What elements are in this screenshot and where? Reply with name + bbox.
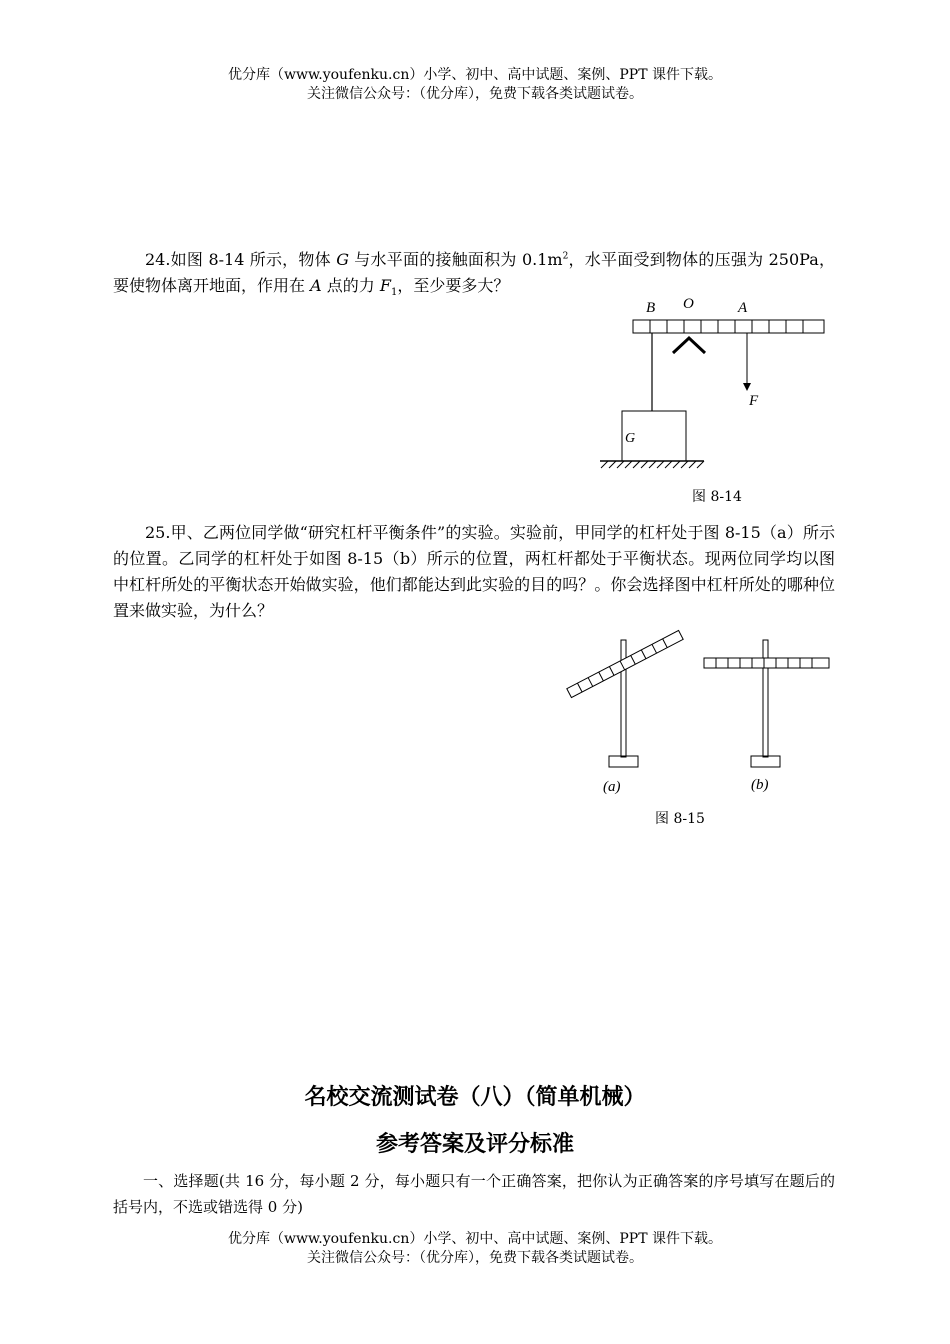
lever-bar [633, 320, 824, 333]
fulcrum [673, 338, 705, 353]
question-25 [113, 520, 835, 624]
label-o: O [683, 296, 694, 312]
figure-8-15 [560, 628, 840, 803]
q24-var-g: G [336, 250, 349, 269]
fig-8-14-caption: 图 8-14 [692, 489, 742, 505]
section-1-instructions [113, 1168, 835, 1220]
q24-text-1: 24.如图 8-14 所示，物体 [145, 250, 337, 269]
footer-line-2: 关注微信公众号：（优分库），免费下载各类试题试卷。 [307, 1250, 643, 1266]
q24-text-2: 与水平面的接触面积为 0.1m [348, 250, 563, 269]
figure-8-14 [590, 290, 840, 480]
ground-hatch [601, 461, 704, 468]
q24-text-5: ，至少要多大？ [397, 276, 510, 295]
header-line-1: 优分库（www.youfenku.cn）小学、初中、高中试题、案例、PPT 课件下载。 [227, 67, 722, 83]
footer-line-1: 优分库（www.youfenku.cn）小学、初中、高中试题、案例、PPT 课件下载。 [227, 1231, 722, 1247]
label-b-fig: (b) [751, 777, 769, 793]
q24-var-a: A [310, 276, 322, 295]
q24-sup: 2 [562, 251, 569, 262]
page-header [0, 66, 950, 104]
q24-text-3: ，水平面受到物体的压强为 250Pa，要使物体离开地面，作用在 [113, 250, 835, 295]
force-arrowhead [743, 383, 751, 391]
q25-text: 25.甲、乙两位同学做“研究杠杆平衡条件”的实验。实验前，甲同学的杠杆处于图 8-15（a）所示的位置。乙同学的杠杆处于如图 8-15（b）所示的位置，两杠杆都处于平衡状态。现两位同学均以图中杠杆所处的平衡状态开始做实验，他们都能达到此实验的目的吗？。你会选择图中杠杆所处的哪种位置来做实验，为什么？ [113, 523, 835, 620]
answer-subtitle: 参考答案及评分标准 [375, 1132, 574, 1157]
label-b: B [646, 300, 656, 316]
q24-sub: 1 [390, 287, 398, 299]
page-footer [0, 1230, 950, 1268]
lever-b [704, 640, 829, 767]
label-a: A [738, 300, 748, 316]
answer-title: 名校交流测试卷（八）（简单机械） [304, 1085, 646, 1110]
label-f: F [749, 393, 759, 409]
section-1-text: 一、选择题(共 16 分，每小题 2 分，每小题只有一个正确答案，把你认为正确答案的序号填写在题后的括号内，不选或错选得 0 分) [113, 1172, 835, 1216]
label-g: G [625, 431, 636, 446]
label-a-fig: (a) [603, 779, 621, 795]
fig-8-15-caption: 图 8-15 [655, 811, 705, 827]
lever-a [567, 630, 683, 767]
header-line-2: 关注微信公众号：（优分库），免费下载各类试题试卷。 [307, 86, 643, 102]
q24-text-4: 点的力 [321, 276, 380, 295]
q24-var-f: F [379, 276, 391, 295]
